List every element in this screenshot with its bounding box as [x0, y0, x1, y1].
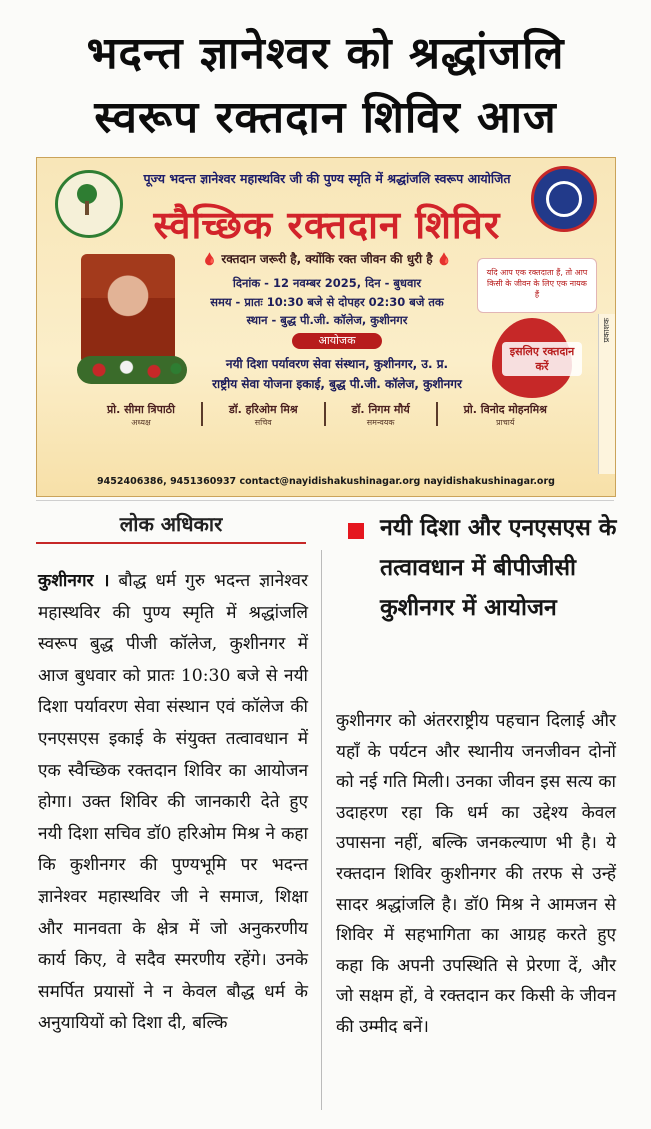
- nss-wheel-icon: [546, 181, 582, 217]
- article-left-column: [38, 566, 308, 1040]
- subhead-bullet-icon: [348, 523, 364, 539]
- section-underline: [36, 542, 306, 544]
- speech-bubble: यदि आप एक रक्तदाता हैं, तो आप किसी के जीवन के लिए एक नायक हैं: [477, 258, 597, 313]
- headline-line-1: भदन्त ज्ञानेश्वर को श्रद्धांजलि: [86, 28, 565, 79]
- separator: [436, 402, 438, 426]
- poster-title: स्वैच्छिक रक्तदान शिविर: [153, 203, 501, 247]
- separator: [324, 402, 326, 426]
- article-right-column: कुशीनगर को अंतरराष्ट्रीय पहचान दिलाई और यहाँ के पर्यटन और स्थानीय जनजीवन दोनों को नई गति मिली। उनका जीवन इस सत्य का उदाहरण रहा कि धर्म का उद्देश्य केवल उपासना नहीं, बल्कि जनकल्याण भी है। ये रक्तदान शिविर कुशीनगर की तरफ से उन्हें सादर श्रद्धांजलि है। डॉ0 मिश्र ने आमजन से शिविर में सहभागिता का आग्रह करते हुए कहा कि अपनी उपस्थिति से प्रेरणा दें, और जो सक्षम हों, वे रक्तदान कर किसी के जीवन की उम्मीद बनें।: [336, 711, 616, 1037]
- aayojak-badge: आयोजक: [292, 333, 382, 349]
- official-3: डॉ. निगम मौर्य समन्वयक: [351, 403, 410, 427]
- drop-caption: इसलिए रक्तदान करें: [502, 342, 582, 376]
- left-body: बौद्ध धर्म गुरु भदन्त ज्ञानेश्वर महास्थविर की पुण्य स्मृति में श्रद्धांजलि स्वरूप बुद्ध पीजी कॉलेज, कुशीनगर में आज बुधवार को प्रातः 10:30 बजे से नयी दिशा पर्यावरण सेवा संस्थान एवं कॉलेज की एनएसएस इकाई के संयुक्त तत्वावधान में एक स्वैच्छिक रक्तदान शिविर का आयोजन होगा। उक्त शिविर की जानकारी देते हुए नयी दिशा सचिव डॉ0 हरिओम मिश्र ने कहा कि कुशीनगर की पुण्यभूमि पर भदन्त ज्ञानेश्वर महास्थविर जी ने समाज, शिक्षा और मानवता के क्षेत्र में जो अनुकरणीय कार्य किए, वे सदैव स्मरणीय रहेंगे। उनके समर्पित प्रयासों ने न केवल बौद्ध धर्म के अनुयायियों को दिशा दी, बल्कि: [38, 571, 308, 1034]
- officials-row: [107, 402, 547, 436]
- official-1: प्रो. सीमा त्रिपाठी अध्यक्ष: [107, 403, 175, 427]
- poster-contact: 9452406386, 9451360937 contact@nayidishakushinagar.org nayidishakushinagar.org: [97, 476, 555, 487]
- official-2: डॉ. हरिओम मिश्र सचिव: [228, 403, 298, 427]
- divider: [36, 500, 614, 501]
- nss-logo: [531, 166, 597, 232]
- organizer-1: नयी दिशा पर्यावरण सेवा संस्थान, कुशीनगर, उ. प्र.: [225, 357, 449, 371]
- organizer-2: राष्ट्रीय सेवा योजना इकाई, बुद्ध पी.जी. कॉलेज, कुशीनगर: [212, 377, 462, 391]
- side-label: प्रकाशक: [602, 318, 611, 343]
- separator: [201, 402, 203, 426]
- official-4: प्रो. विनोद मोहनमिश्र प्राचार्य: [463, 403, 547, 427]
- poster-place: स्थान - बुद्ध पी.जी. कॉलेज, कुशीनगर: [246, 313, 408, 327]
- poster-time: समय - प्रातः 10:30 बजे से दोपहर 02:30 बजे तक: [210, 295, 444, 309]
- nayi-disha-logo: [55, 170, 123, 238]
- dateline: कुशीनगर ।: [38, 571, 110, 591]
- headline-line-2: स्वरूप रक्तदान शिविर आज: [94, 92, 557, 143]
- poster-date: दिनांक - 12 नवम्बर 2025, दिन - बुधवार: [232, 276, 422, 290]
- column-divider: [321, 550, 322, 1110]
- blood-donation-poster: [36, 157, 616, 497]
- poster-top-line: पूज्य भदन्त ज्ञानेश्वर महास्थविर जी की पुण्य स्मृति में श्रद्धांजलि स्वरूप आयोजित: [143, 171, 511, 186]
- poster-tagline: 🩸 रक्तदान जरूरी है, क्योंकि रक्त जीवन की धुरी है 🩸: [202, 252, 452, 266]
- portrait-photo: [81, 254, 175, 364]
- poster-side-strip: [598, 314, 615, 474]
- section-label: लोक अधिकार: [119, 512, 223, 536]
- subheadline: नयी दिशा और एनएसएस के तत्वावधान में बीपीजीसी कुशीनगर में आयोजन: [380, 515, 617, 621]
- tree-icon: [74, 183, 100, 217]
